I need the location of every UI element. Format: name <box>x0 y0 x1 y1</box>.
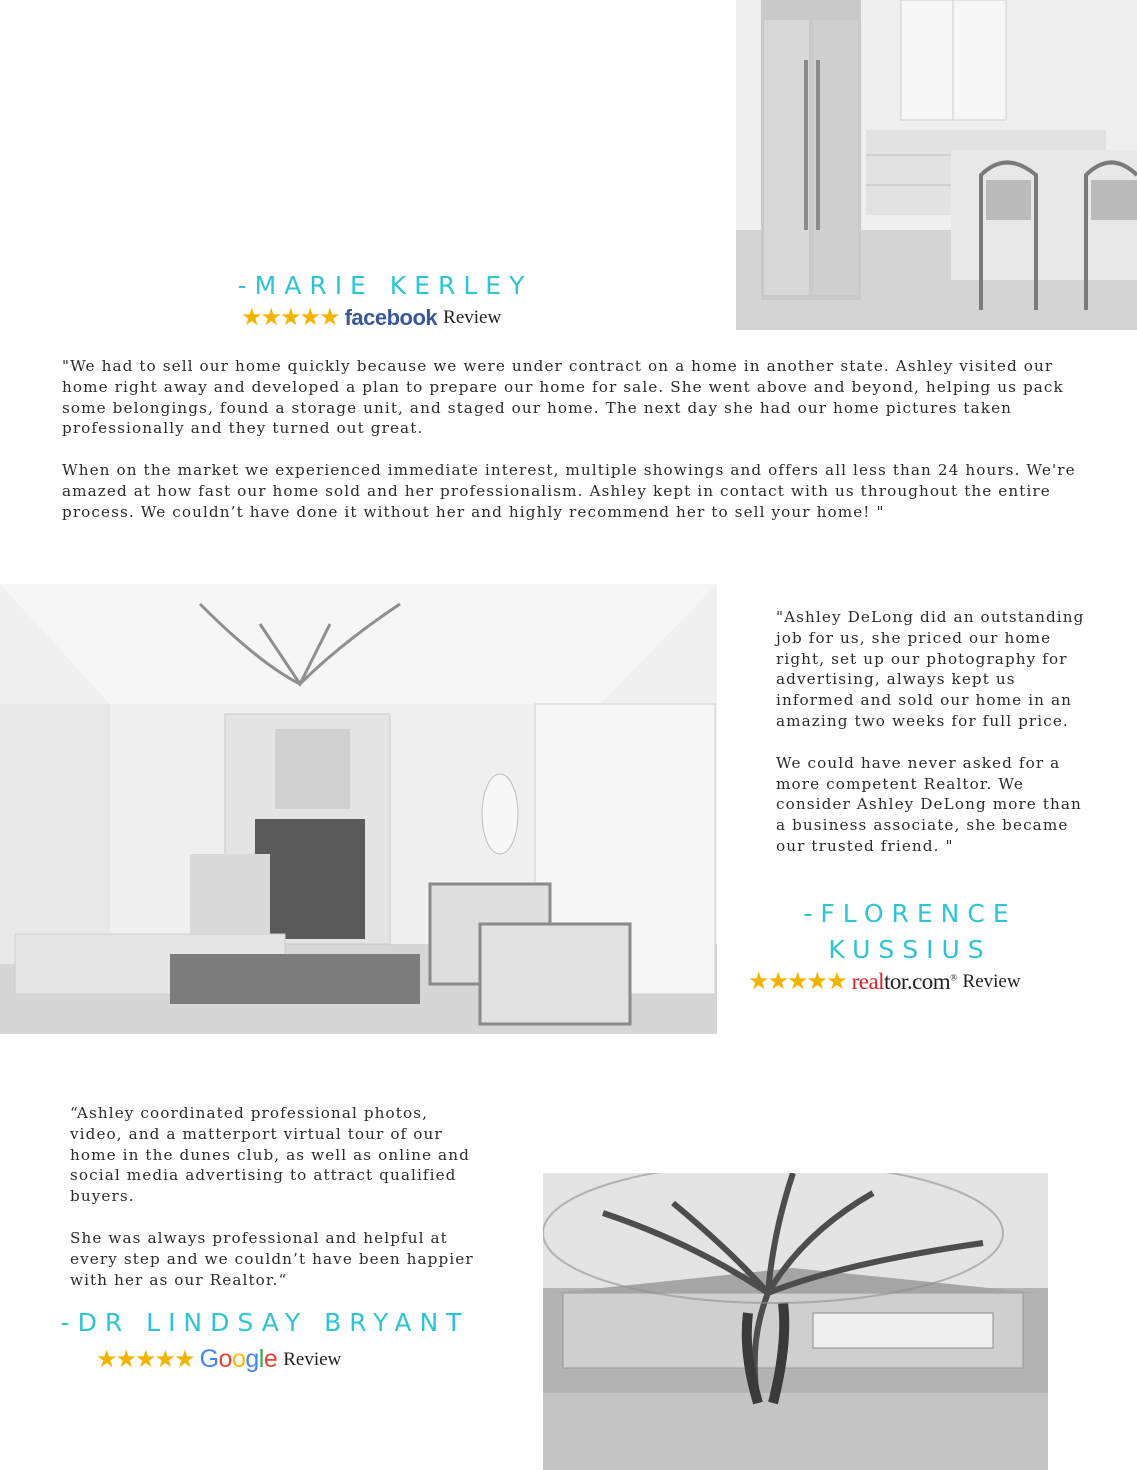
reviewer-name: -MARIE KERLEY <box>237 271 533 300</box>
google-letter: o <box>218 1345 232 1373</box>
realtor-logo-part: real <box>851 969 885 994</box>
facebook-rating <box>241 305 501 331</box>
house-with-oak-tree-photo <box>543 1173 1048 1470</box>
review-paragraph: We could have never asked for a more competent Realtor. We consider Ashley DeLong more than a business associate, she became our trusted friend. " <box>776 753 1082 855</box>
five-stars-icon: ★★★★★ <box>241 305 339 331</box>
review-paragraph: She was always professional and helpful at every step and we couldn’t have been happier with her as our Realtor.“ <box>70 1228 474 1289</box>
realtor-logo <box>852 969 957 995</box>
living-room-photo <box>0 584 717 1034</box>
google-logo <box>200 1345 278 1374</box>
google-letter: o <box>231 1345 246 1373</box>
review-paragraph: "We had to sell our home quickly because we were under contract on a home in another state. Ashley visited our home right away and developed a plan to prepare our home for sale. She went above and beyond, helping us pack some belongings, found a storage unit, and staged our home. The next day she had our home pictures taken professionally and they turned out great. <box>62 357 1064 438</box>
google-letter: l <box>258 1345 264 1373</box>
review-text <box>70 1103 480 1311</box>
reviewer-name: -DR LINDSAY BRYANT <box>60 1308 470 1337</box>
realtor-logo-part: tor.com <box>884 969 951 994</box>
review-paragraph: When on the market we experienced immediate interest, multiple showings and offers all less than 24 hours. We're amazed at how fast our home sold and her professionalism. Ashley kept in contact with us throughout the entire process. We couldn’t have done it without her and highly recommend her to sell your home! " <box>62 461 1076 521</box>
google-letter: g <box>245 1345 259 1373</box>
review-text <box>62 356 1082 544</box>
google-rating <box>96 1345 341 1374</box>
kitchen-photo <box>736 0 1137 330</box>
google-letter: e <box>263 1345 278 1373</box>
facebook-logo: facebook <box>344 305 438 330</box>
review-paragraph: “Ashley coordinated professional photos, video, and a matterport virtual tour of our home in the dunes club, as well as online and social media advertising to attract qualified buyers. <box>70 1104 470 1206</box>
review-label: Review <box>962 971 1021 992</box>
google-letter: G <box>199 1345 219 1373</box>
review-text <box>776 607 1096 878</box>
five-stars-icon: ★★★★★ <box>96 1346 194 1373</box>
realtor-rating <box>748 969 1021 995</box>
five-stars-icon: ★★★★★ <box>748 969 846 995</box>
review-label: Review <box>443 307 502 328</box>
reviewer-name: -FLORENCE KUSSIUS <box>803 899 1017 964</box>
review-paragraph: "Ashley DeLong did an outstanding job for us, she priced our home right, set up our photography for advertising, always kept us informed and sold our home in an amazing two weeks for full price. <box>776 608 1085 730</box>
registered-mark: ® <box>950 972 957 983</box>
review-label: Review <box>283 1348 342 1370</box>
